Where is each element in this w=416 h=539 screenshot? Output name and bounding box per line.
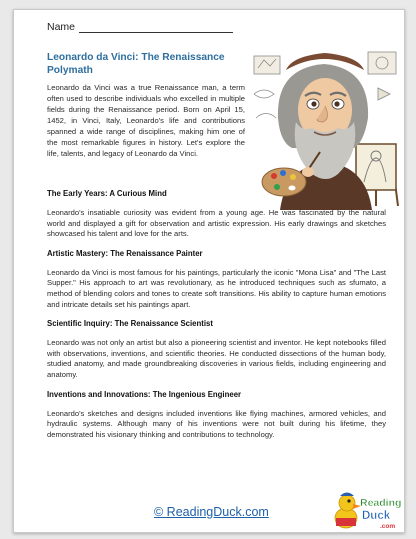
section-heading: The Early Years: A Curious Mind [47, 189, 167, 198]
section-heading: Artistic Mastery: The Renaissance Painter [47, 248, 203, 258]
intro-paragraph: Leonardo da Vinci was a true Renaissance man, a term often used to describe individuals who excelled in multiple fields during the Renaissance period. Born on April 15, 1452, in Vinci, Italy, Leonardo's life and contributions spanned a wide range of disciplines, making him one of the most remarkable figures in history. Let's explore the life, talents, and legacy of Leonardo da Vinci. [47, 83, 245, 158]
readingduck-link[interactable]: © ReadingDuck.com [154, 505, 269, 519]
section-paragraph: Leonardo's sketches and designs included inventions like flying machines, armored vehicles, and hydraulic systems. Although many of his inventions were not built during his lifetime, they demonstrated his visionary thinking and contributions to technology. [47, 408, 386, 439]
page-title: Leonardo da Vinci: The Renaissance Polymath [47, 52, 225, 76]
logo-word-duck: Duck [362, 510, 391, 522]
readingduck-logo [332, 488, 405, 532]
name-line[interactable] [79, 22, 233, 33]
section-paragraph: Leonardo da Vinci is most famous for his paintings, particularly the iconic "Mona Lisa" and "The Last Supper." His approach to art was revolutionary, as he introduced techniques such as sfumato, a method of blending colors and tones to create soft transitions. His ability to capture human emotions and intricate details set his paintings apart. [47, 267, 386, 309]
section-paragraph: Leonardo was not only an artist but also a pioneering scientist and inventor. He kept notebooks filled with observations, inventions, and scientific theories. He conducted dissections of the human body, studied anatomy, and made groundbreaking discoveries in various fields, including engineering and anatomy. [47, 338, 386, 379]
logo-word-reading: Reading [360, 497, 402, 509]
section-heading: Scientific Inquiry: The Renaissance Scientist [47, 319, 213, 329]
leonardo-illustration [250, 48, 402, 210]
name-field[interactable] [47, 21, 233, 33]
logo-word-com: .com [380, 523, 396, 530]
name-label: Name [47, 21, 76, 33]
section-heading: Inventions and Innovations: The Ingenious Engineer [47, 389, 242, 399]
worksheet-page [13, 9, 405, 533]
article-body [47, 189, 386, 449]
section-paragraph: Leonardo's insatiable curiosity was evident from a young age. He was fascinated by the natural world and displayed a gift for observation and artistic expression. His early drawings and sketches showcased his talent and love for the arts. [47, 208, 386, 239]
